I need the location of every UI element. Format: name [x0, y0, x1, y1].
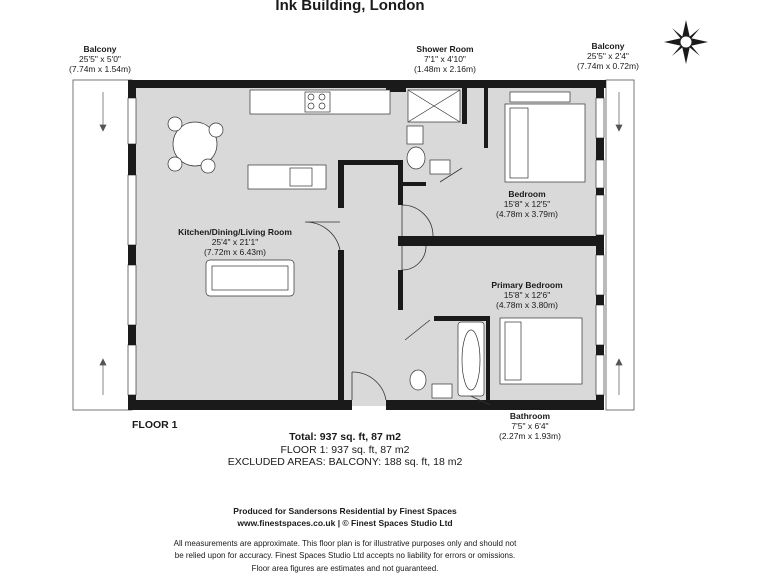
- balcony-left-imperial: 25'5" x 5'0": [79, 54, 121, 65]
- shower-room-label: [395, 44, 495, 74]
- balcony-left-name: Balcony: [83, 44, 117, 54]
- website-copyright: www.finestspaces.co.uk | © Finest Spaces Studio Ltd: [237, 518, 453, 529]
- balcony-right-name: Balcony: [591, 41, 625, 51]
- primary-bed: [500, 318, 582, 384]
- bedroom-imperial: 15'8" x 12'5": [503, 199, 551, 210]
- bathroom-metric: (2.27m x 1.93m): [499, 431, 561, 442]
- excluded-area: EXCLUDED AREAS: BALCONY: 188 sq. ft, 18 m2: [227, 456, 463, 469]
- kitchen-label: [160, 227, 310, 257]
- balcony-left-metric: (7.74m x 1.54m): [69, 64, 131, 75]
- kitchen-island: [248, 165, 326, 189]
- primary-bedroom-imperial: 15'8" x 12'6": [503, 290, 551, 301]
- floor1-area: FLOOR 1: 937 sq. ft, 87 m2: [280, 443, 410, 456]
- primary-bedroom-label: [467, 280, 587, 310]
- area-totals: [200, 431, 490, 469]
- balcony-right-label: [566, 41, 650, 71]
- kitchen-metric: (7.72m x 6.43m): [204, 247, 266, 258]
- shower-room-name: Shower Room: [416, 44, 474, 54]
- disclaimer: [120, 538, 570, 575]
- credits: [150, 505, 540, 530]
- bathroom-imperial: 7'5" x 6'4": [511, 421, 549, 432]
- shower-room-metric: (1.48m x 2.16m): [414, 64, 476, 75]
- primary-bedroom-name: Primary Bedroom: [491, 280, 563, 290]
- compass-icon: [664, 20, 708, 64]
- disclaimer-line-2: be relied upon for accuracy. Finest Spaces Studio Ltd accepts no liability for errors or omissions.: [174, 551, 516, 561]
- produced-by: Produced for Sandersons Residential by Finest Spaces: [233, 506, 457, 516]
- bedroom-label: [477, 189, 577, 219]
- kitchen-imperial: 25'4" x 21'1": [211, 237, 259, 248]
- kitchen-name: Kitchen/Dining/Living Room: [178, 227, 292, 237]
- island-sink: [290, 168, 312, 186]
- bedroom-bed: [505, 92, 585, 182]
- total-area: Total: 937 sq. ft, 87 m2: [289, 431, 401, 443]
- disclaimer-line-1: All measurements are approximate. This floor plan is for illustrative purposes only and should not: [173, 539, 517, 548]
- balcony-right-metric: (7.74m x 0.72m): [577, 61, 639, 72]
- sofa: [206, 260, 294, 296]
- floor-label: FLOOR 1: [132, 419, 178, 431]
- disclaimer-line-3: Floor area figures are estimates and not guaranteed.: [251, 563, 439, 573]
- shower-room-imperial: 7'1" x 4'10": [424, 54, 466, 65]
- bedroom-metric: (4.78m x 3.79m): [496, 209, 558, 220]
- bathroom-label: [480, 411, 580, 441]
- bathroom-name: Bathroom: [509, 411, 551, 421]
- primary-bedroom-metric: (4.78m x 3.80m): [496, 300, 558, 311]
- plan-title: Ink Building, London: [275, 0, 425, 14]
- balcony-left-label: [50, 44, 150, 74]
- balcony-right-imperial: 25'5" x 2'4": [587, 51, 629, 62]
- dining-table: [168, 117, 223, 173]
- bedroom-name: Bedroom: [508, 189, 546, 199]
